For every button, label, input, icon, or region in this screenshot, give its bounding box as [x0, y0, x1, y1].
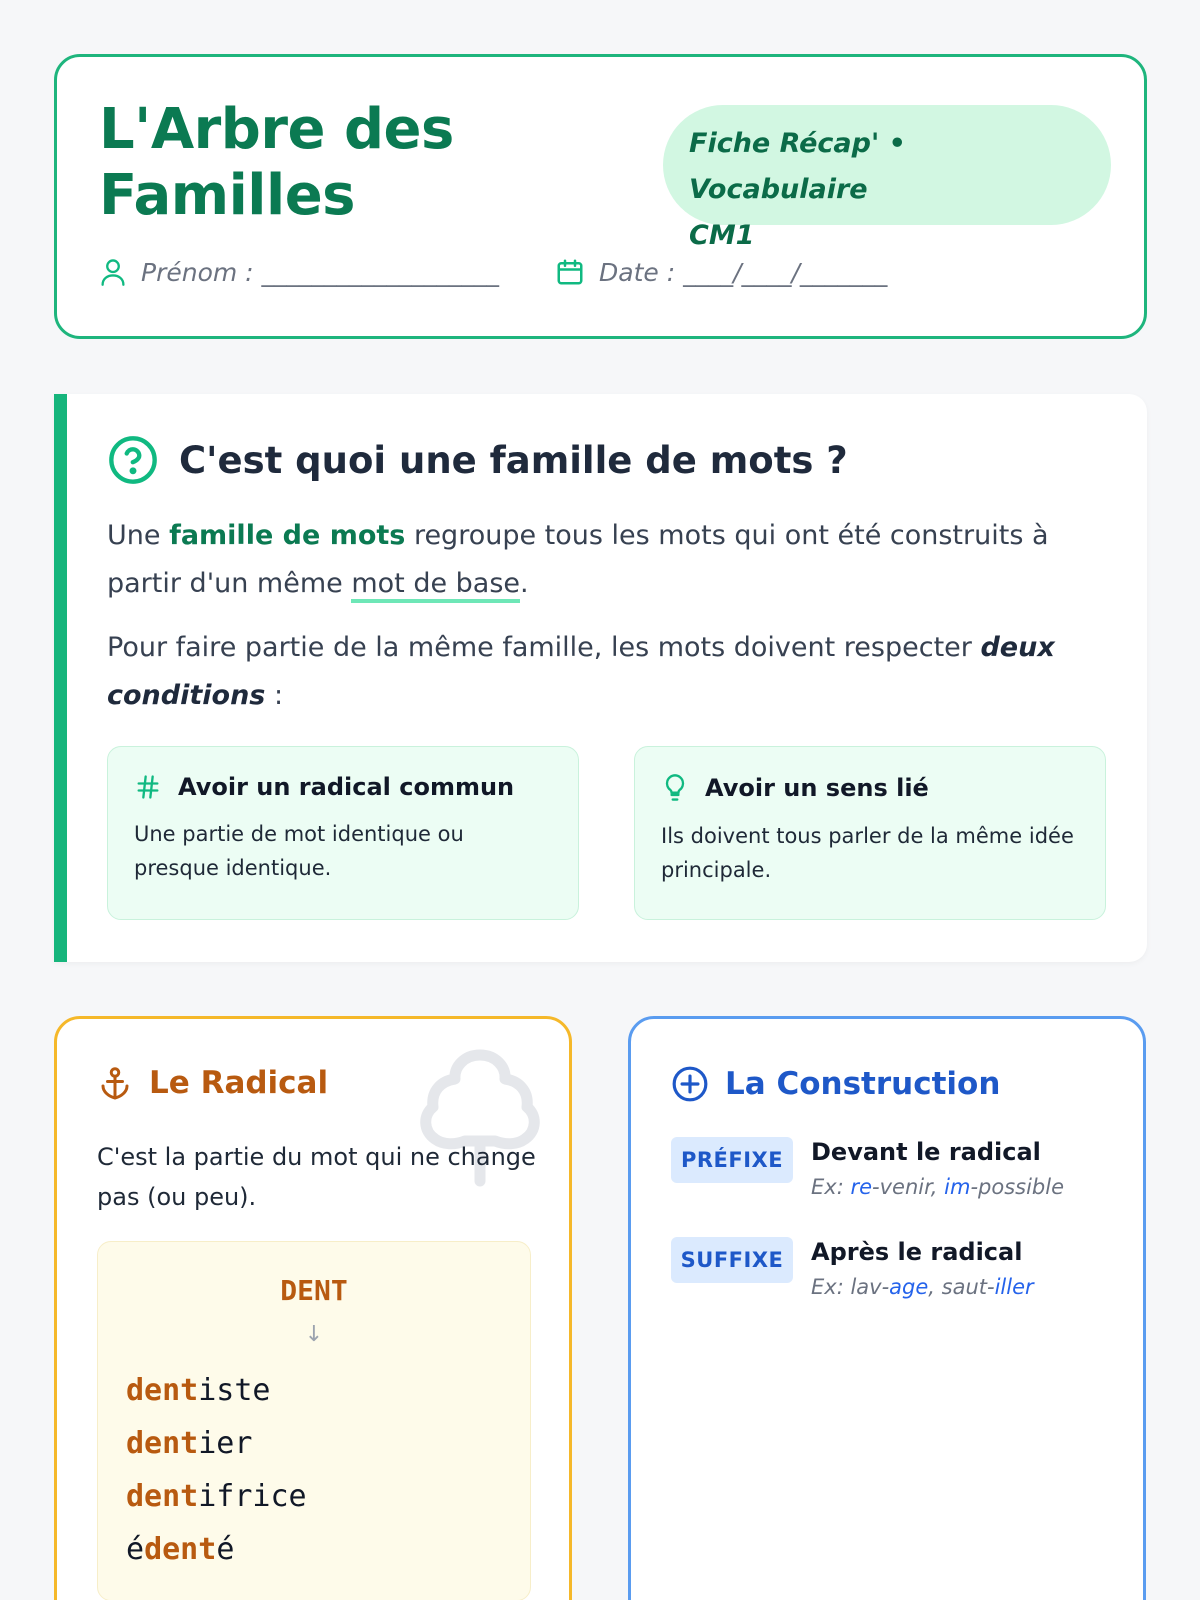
user-icon — [99, 257, 127, 287]
word-root: dent — [126, 1426, 199, 1461]
definition-card — [54, 394, 1147, 962]
prenom-label: Prénom : ___________________ — [141, 257, 500, 287]
example-affix: age — [889, 1275, 929, 1299]
definition-header — [107, 434, 848, 486]
suffixe-title: Après le radical — [811, 1238, 1023, 1266]
radical-root-word: DENT — [280, 1274, 348, 1307]
suffixe-tag: SUFFIXE — [671, 1237, 793, 1283]
construction-header — [671, 1065, 1000, 1103]
condition-title: Avoir un radical commun — [178, 773, 515, 801]
definition-paragraph-1 — [107, 512, 1107, 608]
derived-word — [126, 1523, 307, 1576]
word-root: dent — [126, 1479, 199, 1514]
radical-heading: Le Radical — [149, 1065, 329, 1101]
construction-heading: La Construction — [725, 1066, 1001, 1102]
prefixe-example — [811, 1175, 1064, 1199]
badge-level: CM1 — [689, 220, 755, 251]
condition-title: Avoir un sens lié — [705, 774, 929, 802]
level-badge — [663, 105, 1111, 251]
prefixe-row — [671, 1137, 1064, 1199]
derived-words-list — [126, 1364, 307, 1576]
hash-icon — [134, 773, 162, 801]
definition-heading: C'est quoi une famille de mots ? — [179, 438, 848, 482]
suffixe-row — [671, 1237, 1034, 1299]
condition-text: Une partie de mot identique ou presque identique. — [134, 822, 464, 880]
word-ending: iste — [198, 1373, 271, 1408]
condition-header — [661, 773, 1079, 803]
lightbulb-icon — [661, 773, 689, 803]
suffixe-example — [811, 1275, 1034, 1299]
example-affix: im — [944, 1175, 971, 1199]
prefixe-title: Devant le radical — [811, 1138, 1041, 1166]
p1-highlight: famille de mots — [169, 520, 406, 551]
prefixe-body — [811, 1137, 1064, 1199]
radical-card — [54, 1016, 572, 1600]
prenom-field[interactable] — [99, 257, 499, 287]
calendar-icon — [555, 257, 585, 287]
example-rest: lav- — [850, 1275, 890, 1299]
question-circle-icon — [107, 434, 159, 486]
word-ending: ier — [198, 1426, 253, 1461]
p1-text-c: regroupe tous les mots qui ont été construits à partir d'un même — [107, 520, 1049, 599]
derived-word — [126, 1417, 307, 1470]
example-rest: , saut- — [928, 1275, 995, 1299]
derived-word — [126, 1470, 307, 1523]
example-rest: -venir, — [872, 1175, 945, 1199]
p2-text-a: Pour faire partie de la même famille, les mots doivent respecter — [107, 632, 981, 663]
p1-text-e: . — [520, 568, 529, 599]
word-root: dent — [126, 1373, 199, 1408]
example-label: Ex: — [811, 1175, 851, 1199]
p1-underlined: mot de base — [351, 568, 520, 603]
word-root: dent — [144, 1532, 217, 1567]
down-arrow-icon: ↓ — [304, 1322, 324, 1347]
word-ending: é — [216, 1532, 235, 1567]
anchor-icon — [97, 1065, 133, 1101]
date-field[interactable] — [555, 257, 887, 287]
date-label: Date : ____/____/_______ — [599, 257, 888, 287]
example-affix: iller — [994, 1275, 1034, 1299]
definition-paragraph-2 — [107, 624, 1107, 720]
example-affix: re — [850, 1175, 873, 1199]
plus-circle-icon — [671, 1065, 709, 1103]
meta-row — [99, 257, 1099, 297]
title-line-1: L'Arbre des — [99, 97, 454, 162]
page-title — [99, 97, 619, 229]
condition-text: Ils doivent tous parler de la même idée principale. — [661, 824, 1074, 882]
derived-word — [126, 1364, 307, 1417]
word-ending: ifrice — [198, 1479, 307, 1514]
condition-card-sens — [634, 746, 1106, 920]
condition-header — [134, 773, 552, 801]
p2-text-c: : — [265, 680, 284, 711]
suffixe-body — [811, 1237, 1034, 1299]
example-rest: -possible — [970, 1175, 1065, 1199]
title-line-2: Familles — [99, 163, 356, 228]
word-prefix: é — [126, 1532, 145, 1567]
condition-card-radical — [107, 746, 579, 920]
radical-header — [97, 1065, 328, 1101]
example-label: Ex: — [811, 1275, 851, 1299]
radical-example-box — [97, 1241, 531, 1600]
p1-text-a: Une — [107, 520, 170, 551]
prefixe-tag: PRÉFIXE — [671, 1137, 793, 1183]
construction-card — [628, 1016, 1146, 1600]
p2-emphasis: deux conditions — [107, 632, 1055, 711]
header-card — [54, 54, 1147, 339]
badge-subject: Fiche Récap' • Vocabulaire — [689, 128, 906, 205]
radical-description: C'est la partie du mot qui ne change pas (ou peu). — [97, 1143, 536, 1211]
